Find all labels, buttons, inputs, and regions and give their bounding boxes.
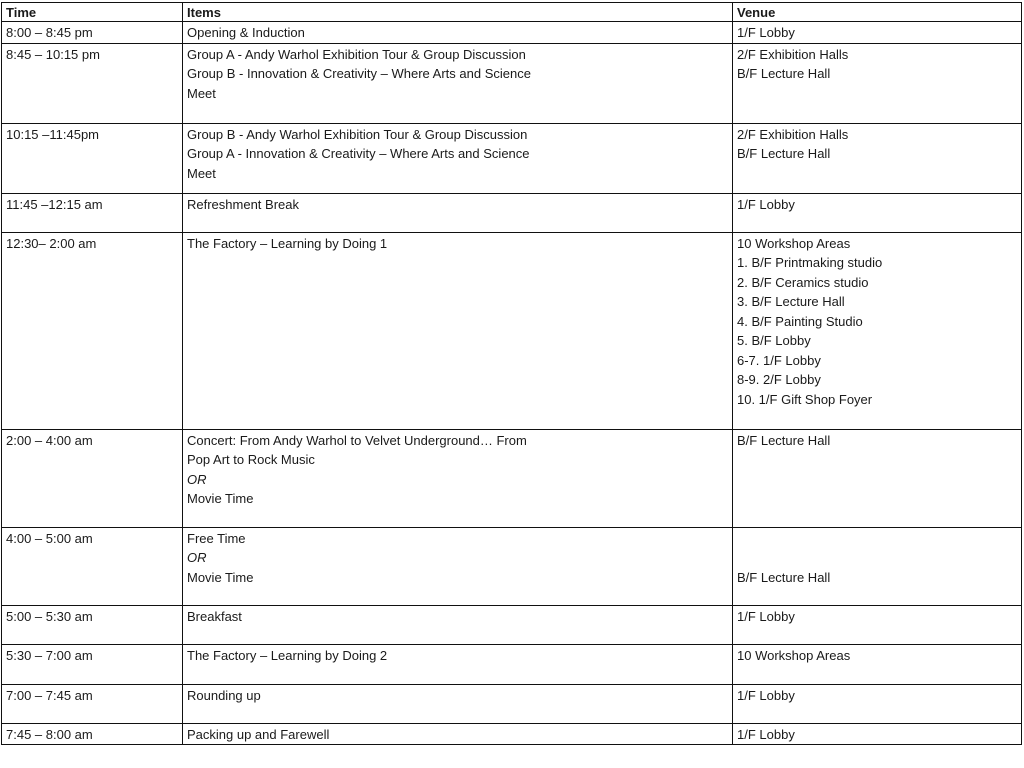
time-cell: 5:30 – 7:00 am xyxy=(2,644,183,684)
venue-cell: 10 Workshop Areas xyxy=(733,644,1022,684)
table-row xyxy=(2,429,1022,527)
venue-cell: 1/F Lobby xyxy=(733,22,1022,44)
time-cell: 5:00 – 5:30 am xyxy=(2,605,183,644)
table-row xyxy=(2,22,1022,44)
items-cell: Breakfast xyxy=(183,605,733,644)
time-cell: 11:45 –12:15 am xyxy=(2,193,183,232)
table-row xyxy=(2,644,1022,684)
table-row xyxy=(2,605,1022,644)
venue-cell: 1/F Lobby xyxy=(733,605,1022,644)
venue-cell: B/F Lecture Hall xyxy=(733,429,1022,527)
header-items: Items xyxy=(183,3,733,22)
table-row xyxy=(2,232,1022,429)
items-cell: Refreshment Break xyxy=(183,193,733,232)
time-cell: 7:00 – 7:45 am xyxy=(2,684,183,723)
items-cell: Packing up and Farewell xyxy=(183,723,733,745)
table-row xyxy=(2,193,1022,232)
items-cell: Rounding up xyxy=(183,684,733,723)
venue-cell: 10 Workshop Areas 1. B/F Printmaking studio 2. B/F Ceramics studio 3. B/F Lecture Hall 4. B/F Painting Studio 5. B/F Lobby 6-7. 1/F Lobby 8-9. 2/F Lobby 10. 1/F Gift Shop Foyer xyxy=(733,232,1022,429)
venue-cell: 2/F Exhibition Halls B/F Lecture Hall xyxy=(733,43,1022,123)
venue-cell: 1/F Lobby xyxy=(733,684,1022,723)
items-cell: Group B - Andy Warhol Exhibition Tour & Group Discussion Group A - Innovation & Creativity – Where Arts and Science Meet xyxy=(183,123,733,193)
items-cell: Free Time OR Movie Time xyxy=(183,527,733,605)
header-row xyxy=(2,3,1022,22)
time-cell: 8:45 – 10:15 pm xyxy=(2,43,183,123)
items-cell: The Factory – Learning by Doing 2 xyxy=(183,644,733,684)
time-cell: 8:00 – 8:45 pm xyxy=(2,22,183,44)
time-cell: 10:15 –11:45pm xyxy=(2,123,183,193)
items-cell: The Factory – Learning by Doing 1 xyxy=(183,232,733,429)
header-venue: Venue xyxy=(733,3,1022,22)
venue-cell: B/F Lecture Hall xyxy=(733,527,1022,605)
venue-cell: 1/F Lobby xyxy=(733,723,1022,745)
time-cell: 4:00 – 5:00 am xyxy=(2,527,183,605)
items-cell: Concert: From Andy Warhol to Velvet Underground… From Pop Art to Rock Music OR Movie Time xyxy=(183,429,733,527)
items-cell: Group A - Andy Warhol Exhibition Tour & Group Discussion Group B - Innovation & Creativity – Where Arts and Science Meet xyxy=(183,43,733,123)
items-cell: Opening & Induction xyxy=(183,22,733,44)
schedule-table xyxy=(1,2,1022,745)
table-row xyxy=(2,527,1022,605)
time-cell: 12:30– 2:00 am xyxy=(2,232,183,429)
table-row xyxy=(2,723,1022,745)
time-cell: 7:45 – 8:00 am xyxy=(2,723,183,745)
time-cell: 2:00 – 4:00 am xyxy=(2,429,183,527)
header-time: Time xyxy=(2,3,183,22)
venue-cell: 2/F Exhibition Halls B/F Lecture Hall xyxy=(733,123,1022,193)
table-row xyxy=(2,43,1022,123)
table-row xyxy=(2,123,1022,193)
venue-cell: 1/F Lobby xyxy=(733,193,1022,232)
table-row xyxy=(2,684,1022,723)
